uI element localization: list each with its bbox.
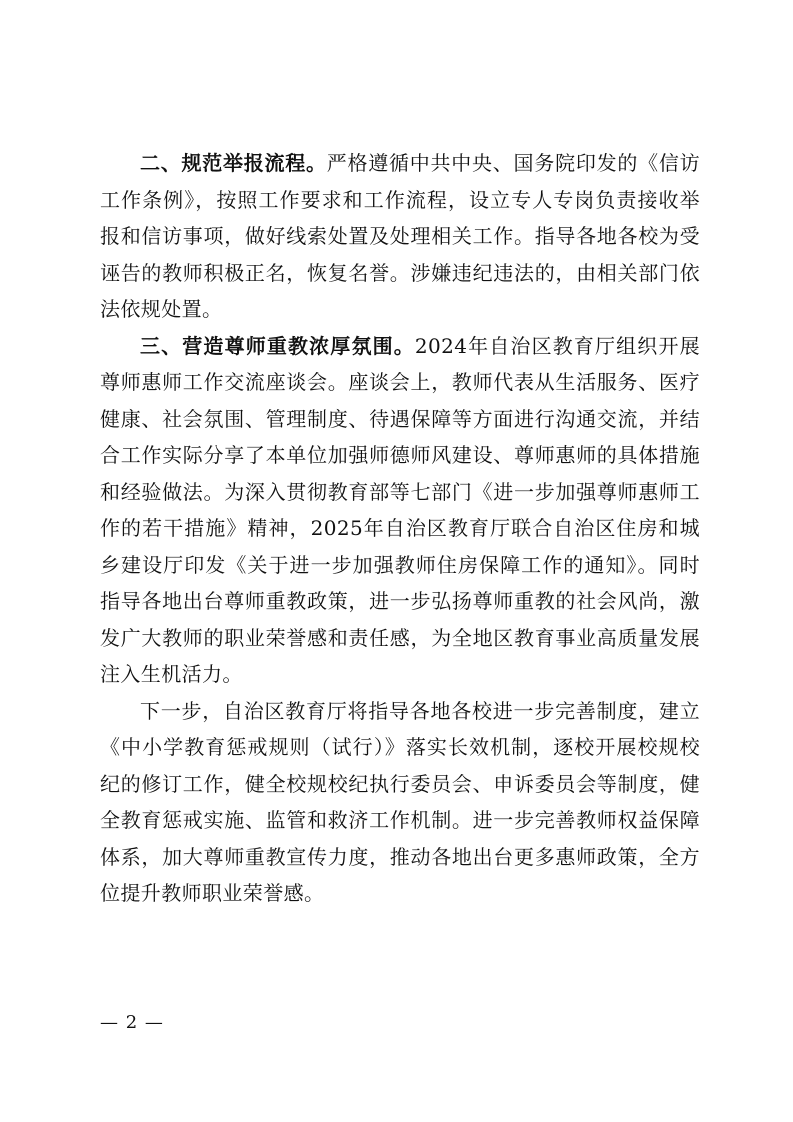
paragraph-text: 下一步，自治区教育厅将指导各地各校进一步完善制度，建立《中小学教育惩戒规则（试行）》落实长效机制，逐校开展校规校纪的修订工作，健全校规校纪执行委员会、申诉委员会等制度，健全教育惩戒实施、监管和救济工作机制。进一步完善教师权益保障体系，加大尊师重教宣传力度，推动各地出台更多惠师政策，全方位提升教师职业荣誉感。 — [100, 698, 700, 905]
paragraph-text: 2024年自治区教育厅组织开展尊师惠师工作交流座谈会。座谈会上，教师代表从生活服务、医疗健康、社会氛围、管理制度、待遇保障等方面进行沟通交流，并结合工作实际分享了本单位加强师德师风建设、尊师惠师的具体措施和经验做法。为深入贯彻教育部等七部门《进一步加强尊师惠师工作的若干措施》精神，2025年自治区教育厅联合自治区住房和城乡建设厅印发《关于进一步加强教师住房保障工作的通知》。同时指导各地出台尊师重教政策，进一步弘扬尊师重教的社会风尚，激发广大教师的职业荣誉感和责任感，为全地区教育事业高质量发展注入生机活力。 — [100, 333, 700, 686]
paragraph-next-steps — [100, 693, 700, 912]
paragraph-heading: 三、营造尊师重教浓厚氛围。 — [140, 333, 415, 358]
paragraph-heading: 二、规范举报流程。 — [140, 151, 327, 175]
paragraph-text: 严格遵循中共中央、国务院印发的《信访工作条例》，按照工作要求和工作流程，设立专人专岗负责接收举报和信访事项，做好线索处置及处理相关工作。指导各地各校为受诬告的教师积极正名，恢复名誉。涉嫌违纪违法的，由相关部门依法依规处置。 — [100, 151, 700, 321]
page-number: — 2 — — [100, 1012, 164, 1033]
document-body — [100, 145, 700, 912]
paragraph-respect-teachers — [100, 328, 700, 693]
paragraph-reporting-process — [100, 145, 700, 328]
